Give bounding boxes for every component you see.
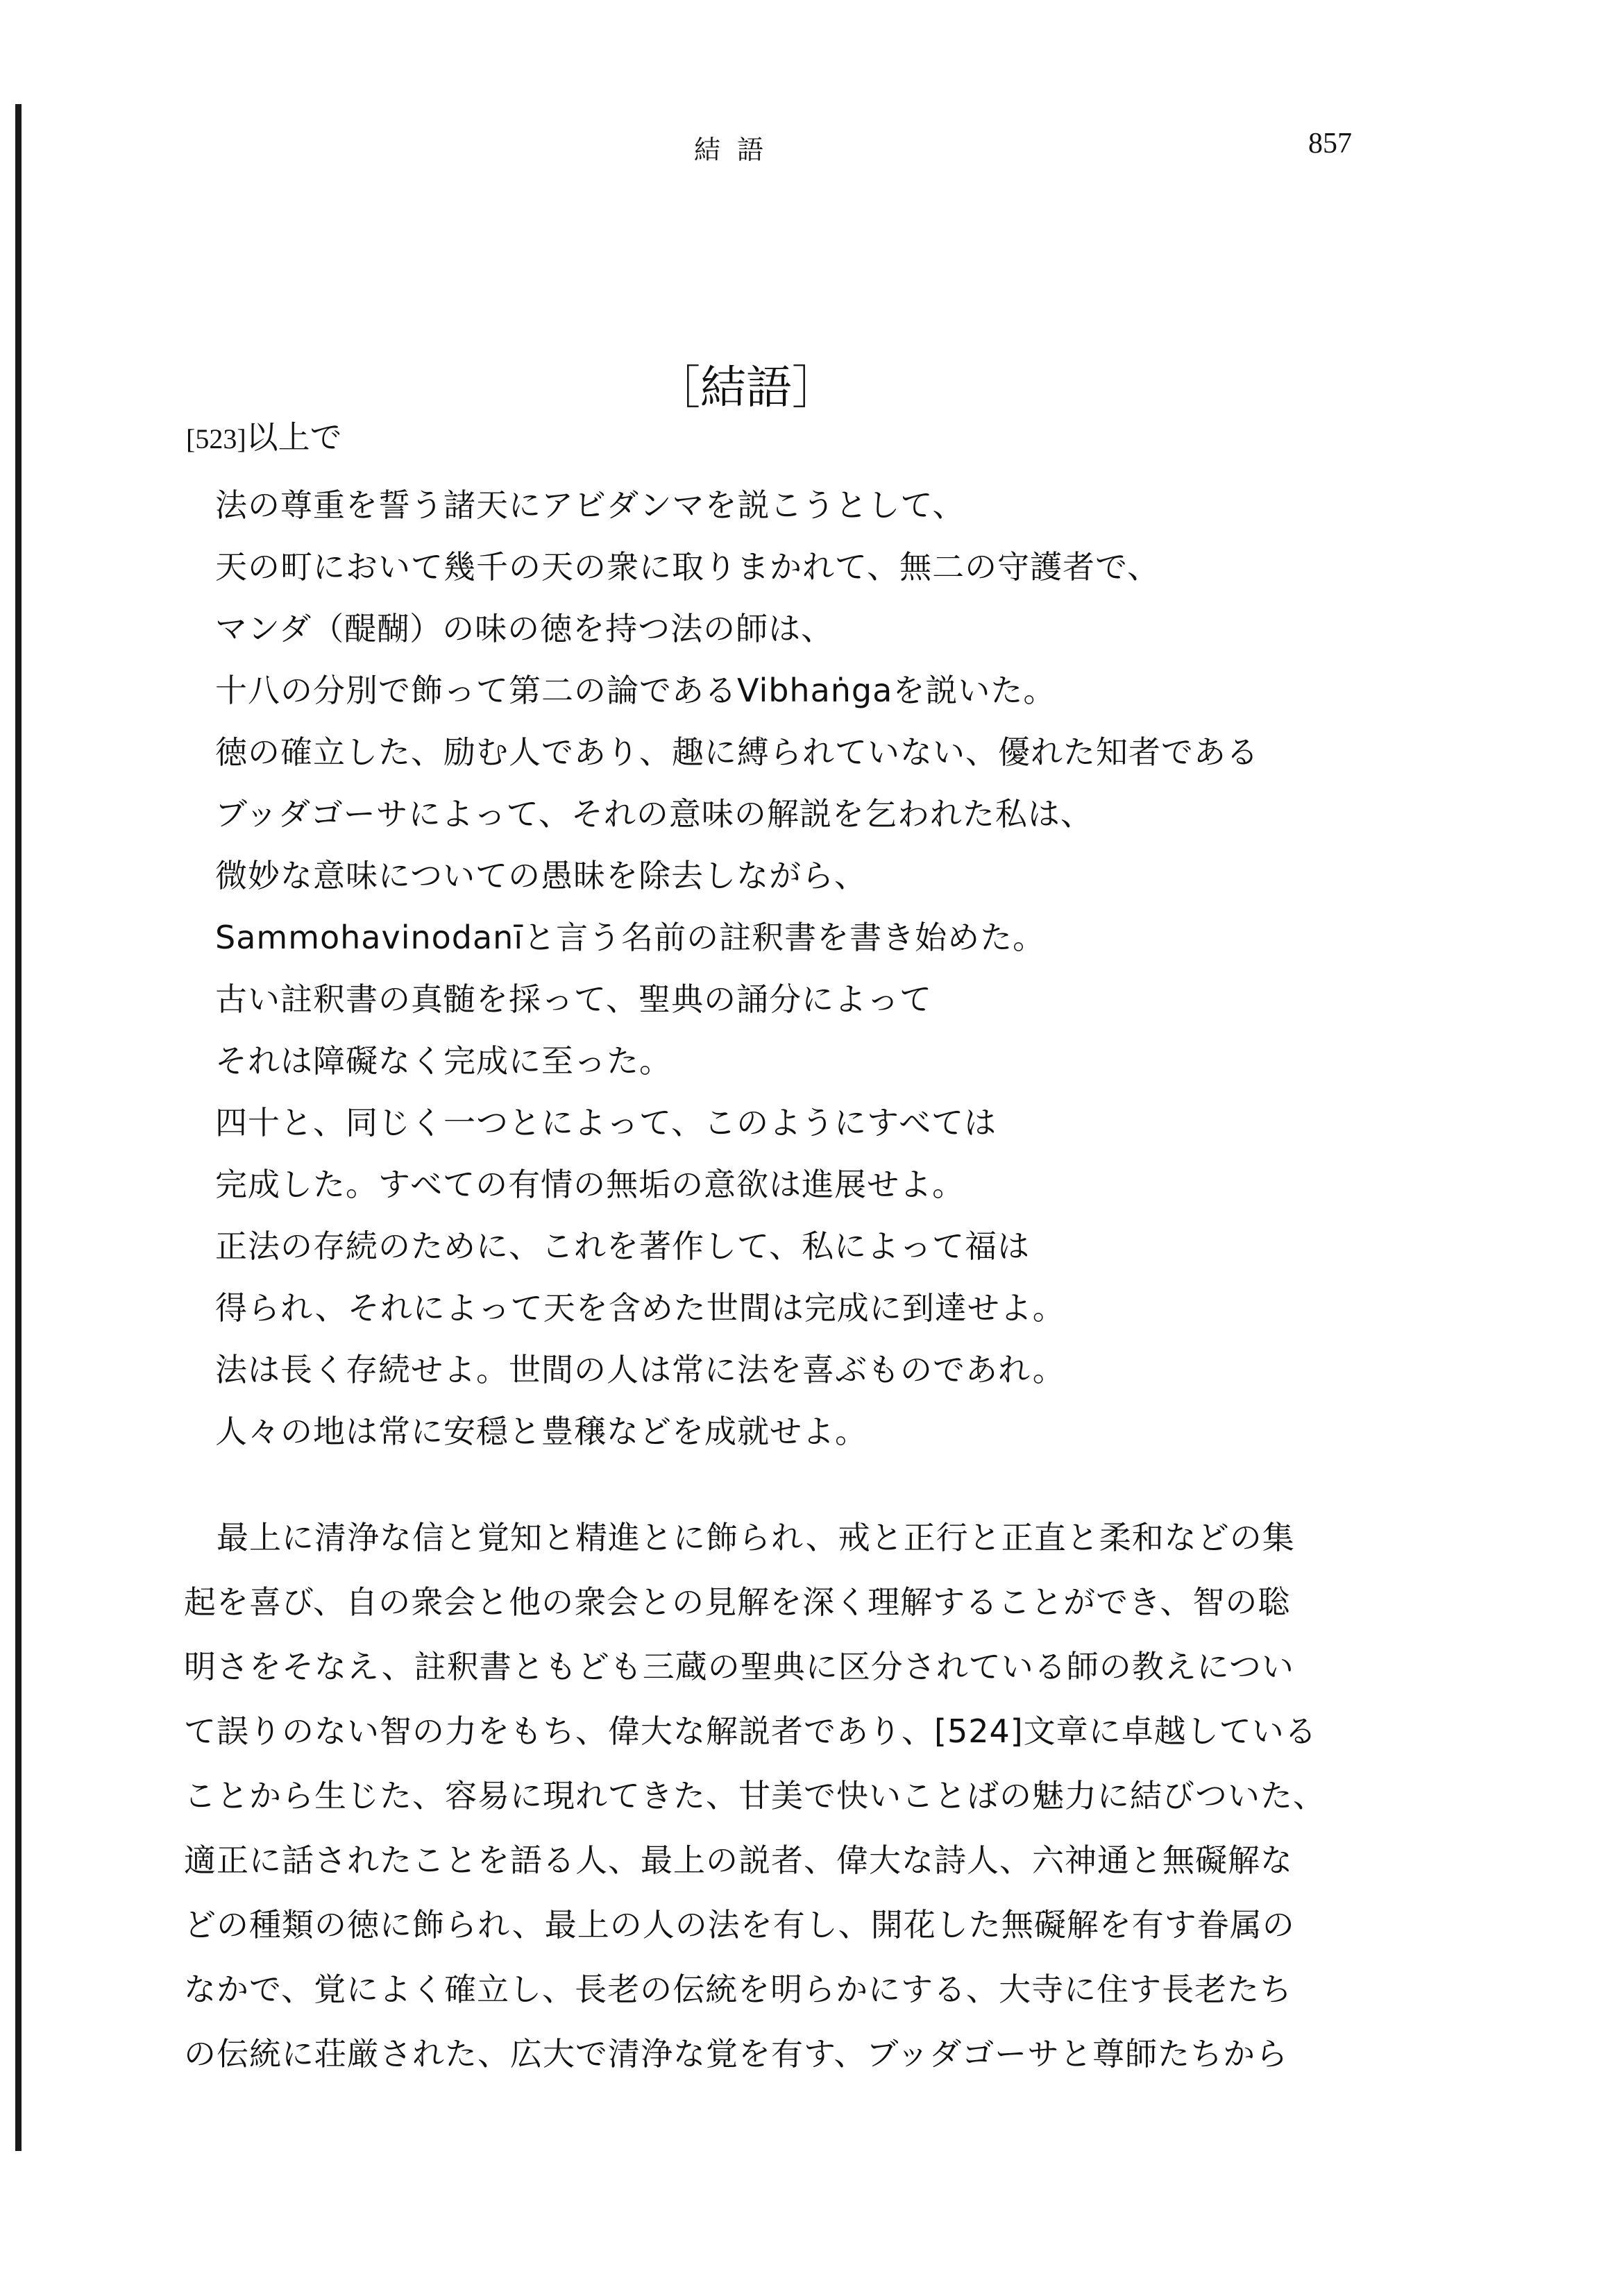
prose-line: の伝統に荘厳された、広大で清浄な覚を有す、ブッダゴーサと尊師たちから <box>184 2035 1289 2073</box>
verse-line: 正法の存続のために、これを著作して、私によって福は <box>215 1227 1031 1265</box>
verse-line: 古い註釈書の真髄を採って、聖典の誦分によって <box>215 980 933 1018</box>
verse-lines <box>215 475 1259 1463</box>
verse-intro-text: 以上で <box>246 418 342 456</box>
prose-line: 最上に清浄な信と覚知と精進とに飾られ、戒と正行と正直と柔和などの集 <box>184 1519 1295 1556</box>
prose-line: なかで、覚によく確立し、長老の伝統を明らかにする、大寺に住す長老たち <box>184 1971 1293 2008</box>
verse-line: 徳の確立した、励む人であり、趣に縛られていない、優れた知者である <box>215 733 1259 771</box>
verse-line: Sammohavinodanīと言う名前の註釈書を書き始めた。 <box>215 919 1046 956</box>
verse-line: 微妙な意味についての愚昧を除去しながら、 <box>215 857 868 894</box>
page-number: 857 <box>1308 128 1352 160</box>
verse-line: マンダ（醍醐）の味の徳を持つ法の師は、 <box>215 610 834 647</box>
verse-line: 十八の分別で飾って第二の論であるVibhaṅgaを説いた。 <box>215 672 1056 709</box>
verse-line: 天の町において幾千の天の衆に取りまかれて、無二の守護者で、 <box>215 548 1160 586</box>
prose-line: て誤りのない智の力をもち、偉大な解説者であり、[524]文章に卓越している <box>184 1712 1317 1750</box>
running-head-title: 結語 <box>694 135 781 165</box>
verse-line: 法の尊重を誓う諸天にアビダンマを説こうとして、 <box>215 486 965 524</box>
verse-reference: [523] <box>186 423 246 454</box>
prose-line: 起を喜び、自の衆会と他の衆会との見解を深く理解することができ、智の聡 <box>184 1583 1291 1621</box>
prose-line: どの種類の徳に飾られ、最上の人の法を有し、開花した無礙解を有す眷属の <box>184 1906 1295 1944</box>
prose-line: 適正に話されたことを語る人、最上の説者、偉大な詩人、六神通と無礙解な <box>184 1842 1293 1879</box>
verse-line: 完成した。すべての有情の無垢の意欲は進展せよ。 <box>215 1166 965 1203</box>
verse-line: 法は長く存続せよ。世間の人は常に法を喜ぶものであれ。 <box>215 1351 1065 1388</box>
verse-intro <box>186 413 342 464</box>
section-title: ［結語］ <box>654 361 838 414</box>
verse-line: それは障礙なく完成に至った。 <box>215 1042 672 1080</box>
prose-paragraph <box>184 1506 1329 2086</box>
verse-line: 得られ、それによって天を含めた世間は完成に到達せよ。 <box>215 1289 1065 1327</box>
verse-line: 四十と、同じく一つとによって、このようにすべては <box>215 1104 997 1141</box>
verse-line: ブッダゴーサによって、それの意味の解説を乞われた私は、 <box>215 795 1093 833</box>
verse-line: 人々の地は常に安穏と豊穣などを成就せよ。 <box>215 1413 868 1450</box>
prose-line: 明さをそなえ、註釈書ともども三蔵の聖典に区分されている師の教えについ <box>184 1648 1294 1685</box>
prose-line: ことから生じた、容易に現れてきた、甘美で快いことばの魅力に結びついた、 <box>184 1777 1326 1814</box>
